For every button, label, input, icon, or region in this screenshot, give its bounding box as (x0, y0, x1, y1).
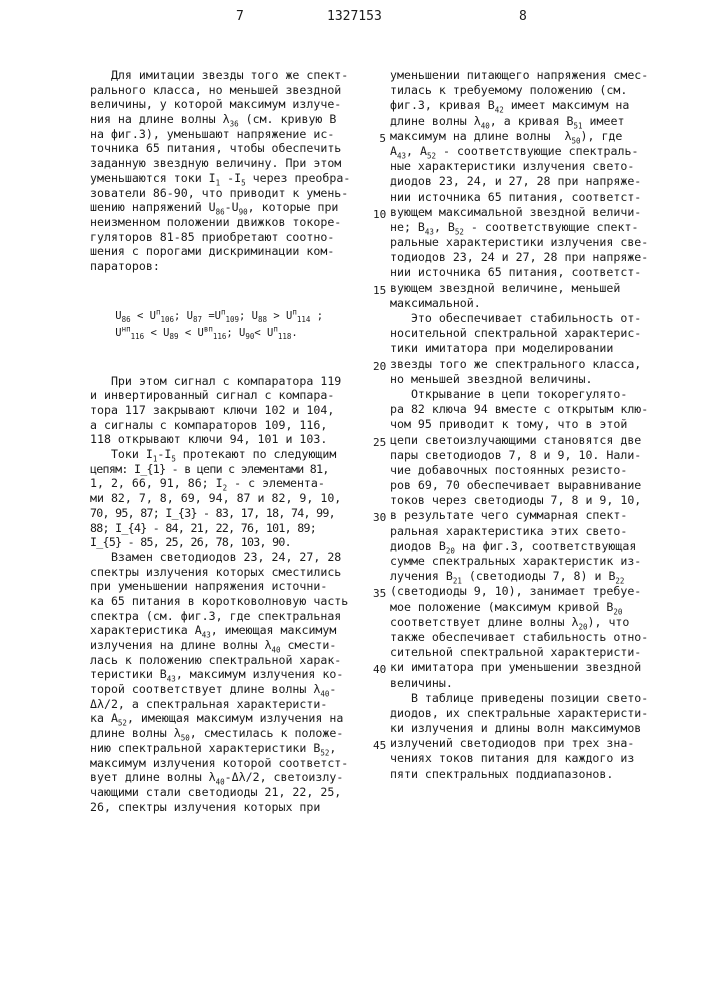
text-line: В таблице приведены позиции свето- (390, 691, 670, 706)
subscript: 43 (202, 631, 211, 640)
line-number: 40 (373, 662, 386, 677)
text-line: ров 69, 70 обеспечивает выравнивание (390, 478, 670, 493)
text-line: чениях токов питания для каждого из (390, 751, 670, 766)
subscript: 52 (455, 227, 464, 236)
text-line: зователи 86-90, что приводит к умень- (90, 186, 368, 201)
text-line: максимум на длине волны λ50), где 5 (390, 129, 670, 144)
text-line: вующем звездной величине, меньшей 15 (390, 281, 670, 296)
superscript: п (292, 307, 297, 316)
text-line: Открывание в цепи токорегулято- (390, 387, 670, 402)
text-line: уменьшаются токи I1 -I5 через преобра- (90, 171, 368, 186)
subscript: 51 (574, 121, 583, 130)
text-line: 1, 2, 66, 91, 86; I2 - с элемента- (90, 476, 368, 491)
text-line: 118 открывают ключи 94, 101 и 103. (90, 432, 368, 447)
subscript: 109 (225, 315, 239, 324)
subscript: 114 (297, 315, 311, 324)
left-text-column (90, 40, 368, 828)
superscript: вп (204, 324, 213, 333)
comparator-formula (90, 308, 368, 342)
text-line: при уменьшении напряжения источни- (90, 579, 368, 594)
text-line: точника 65 питания, чтобы обеспечить (90, 141, 368, 156)
text-line: торой соответствует длине волны λ40- (90, 682, 368, 697)
text-line: фиг.3, кривая B42 имеет максимум на (390, 98, 670, 113)
text-line: ра 82 ключа 94 вместе с открытым клю- (390, 402, 670, 417)
superscript: нп (122, 324, 131, 333)
subscript: 87 (193, 315, 202, 324)
text-line: в результате чего суммарная спект- 30 (390, 508, 670, 523)
text-line: гуляторов 81-85 приобретают соотно- (90, 230, 368, 245)
subscript: 20 (446, 546, 455, 555)
subscript: 5 (241, 178, 246, 187)
text-line: пары светодиодов 7, 8 и 9, 10. Нали- (390, 448, 670, 463)
text-line: цепи светоизлучающими становятся две 25 (390, 433, 670, 448)
text-line: излучения на длине волны λ40 смести- (90, 638, 368, 653)
text-line: При этом сигнал с компаратора 119 (90, 374, 368, 389)
text-line: не; B43, B52 - соответствующие спект- (390, 220, 670, 235)
subscript: 116 (131, 332, 145, 341)
text-line: величины, у которой максимум излуче- (90, 97, 368, 112)
text-line: вует длине волны λ40-Δλ/2, светоизлу- (90, 770, 368, 785)
text-line: длине волны λ50, сместилась к положе- (90, 726, 368, 741)
text-line: пяти спектральных поддиапазонов. (390, 767, 670, 782)
text-line: параторов: (90, 259, 368, 274)
text-line: длине волны λ40, а кривая B51 имеет (390, 114, 670, 129)
line-number: 15 (373, 283, 386, 298)
subscript: 118 (278, 332, 292, 341)
text-line: величины. (390, 676, 670, 691)
text-line: излучений светодиодов при трех зна- 45 (390, 736, 670, 751)
text-line: тодиодов 23, 24 и 27, 28 при напряже- (390, 250, 670, 265)
text-line: ные характеристики излучения свето- (390, 159, 670, 174)
text-line: цепям: I_{1} - в цепи с элементами 81, (90, 462, 368, 477)
text-line: Для имитации звезды того же спект- (90, 68, 368, 83)
subscript: 116 (213, 332, 227, 341)
text-line: 88; I_{4} - 84, 21, 22, 76, 101, 89; (90, 521, 368, 536)
text-line: также обеспечивает стабильность отно- (390, 630, 670, 645)
text-line: диодов 23, 24, и 27, 28 при напряже- (390, 174, 670, 189)
text-line: характеристика A43, имеющая максимум (90, 623, 368, 638)
text-line: неизменном положении движков токоре- (90, 215, 368, 230)
left-paragraphs-top (90, 68, 368, 274)
text-line: вующем максимальной звездной величи- 10 (390, 205, 670, 220)
text-line: но меньшей звездной величины. (390, 372, 670, 387)
text-line: диодов, их спектральные характеристи- (390, 706, 670, 721)
text-line: чие добавочных постоянных резисто- (390, 463, 670, 478)
line-number: 45 (373, 738, 386, 753)
text-line: Uнп116 < U89 < Uвп116; U90< Uп118. (90, 325, 368, 342)
text-line: шению напряжений U86-U90, которые при (90, 200, 368, 215)
text-line: ки имитатора при уменьшении звездной 40 (390, 660, 670, 675)
superscript: п (273, 324, 278, 333)
text-line: шения с порогами дискриминации ком- (90, 244, 368, 259)
subscript: 20 (613, 607, 622, 616)
text-line: максимальной. (390, 296, 670, 311)
subscript: 52 (118, 719, 127, 728)
line-number: 10 (373, 207, 386, 222)
text-line: нии источника 65 питания, соответст- (390, 265, 670, 280)
subscript: 5 (171, 454, 176, 463)
text-line: нии источника 65 питания, соответст- (390, 190, 670, 205)
line-number: 20 (373, 359, 386, 374)
subscript: 36 (230, 119, 239, 128)
right-text-column (390, 40, 670, 796)
line-number: 5 (373, 131, 386, 146)
superscript: п (221, 307, 226, 316)
subscript: 40 (271, 645, 280, 654)
text-line: токов через светодиоды 7, 8 и 9, 10, (390, 493, 670, 508)
text-line: тилась к требуемому положению (см. (390, 83, 670, 98)
text-line: сумме спектральных характеристик из- (390, 554, 670, 569)
text-line: ми 82, 7, 8, 69, 94, 87 и 82, 9, 10, (90, 491, 368, 506)
text-line: спектры излучения которых сместились (90, 565, 368, 580)
text-line: тора 117 закрывают ключи 102 и 104, (90, 403, 368, 418)
subscript: 43 (167, 675, 176, 684)
text-line: ки излучения и длины волн максимумов (390, 721, 670, 736)
text-line: тики имитатора при моделировании (390, 341, 670, 356)
superscript: п (156, 307, 161, 316)
text-line: диодов B20 на фиг.3, соответствующая (390, 539, 670, 554)
text-line: ральная характеристика этих свето- (390, 524, 670, 539)
text-line: Это обеспечивает стабильность от- (390, 311, 670, 326)
subscript: 20 (578, 622, 587, 631)
right-paragraphs (390, 68, 670, 782)
subscript: 88 (258, 315, 267, 324)
subscript: 89 (169, 332, 178, 341)
left-paragraphs-bottom (90, 374, 368, 815)
subscript: 1 (153, 454, 158, 463)
text-line: I_{5} - 85, 25, 26, 78, 103, 90. (90, 535, 368, 550)
page-number-right: 8 (519, 9, 527, 24)
text-line: U86 < Uп106; U87 =Uп109; U88 > Uп114 ; (90, 308, 368, 325)
subscript: 86 (216, 208, 225, 217)
text-line: ния на длине волны λ36 (см. кривую В (90, 112, 368, 127)
text-line: лучения B21 (светодиоды 7, 8) и B22 (390, 569, 670, 584)
patent-number: 1327153 (327, 9, 382, 24)
subscript: 90 (239, 208, 248, 217)
subscript: 40 (481, 121, 490, 130)
text-line: (светодиоды 9, 10), занимает требуе- 35 (390, 584, 670, 599)
text-line: уменьшении питающего напряжения смес- (390, 68, 670, 83)
text-line: Δλ/2, а спектральная характеристи- (90, 697, 368, 712)
text-line: максимум излучения которой соответст- (90, 756, 368, 771)
subscript: 40 (216, 778, 225, 787)
line-number: 25 (373, 435, 386, 450)
text-line: 26, спектры излучения которых при (90, 800, 368, 815)
subscript: 43 (397, 151, 406, 160)
subscript: 86 (122, 315, 131, 324)
text-line: Взамен светодиодов 23, 24, 27, 28 (90, 550, 368, 565)
text-line: соответствует длине волны λ20), что (390, 615, 670, 630)
subscript: 52 (320, 748, 329, 757)
text-line: Токи I1-I5 протекают по следующим (90, 447, 368, 462)
text-line: нию спектральной характеристики B52, (90, 741, 368, 756)
text-line: чом 95 приводит к тому, что в этой (390, 417, 670, 432)
subscript: 40 (320, 689, 329, 698)
subscript: 52 (427, 151, 436, 160)
subscript: 42 (495, 106, 504, 115)
subscript: 22 (615, 577, 624, 586)
text-line: ральные характеристики излучения све- (390, 235, 670, 250)
text-line: спектра (см. фиг.3, где спектральная (90, 609, 368, 624)
subscript: 21 (453, 577, 462, 586)
text-line: лась к положению спектральной харак- (90, 653, 368, 668)
text-line: а сигналы с компараторов 109, 116, (90, 418, 368, 433)
text-line: на фиг.3), уменьшают напряжение ис- (90, 127, 368, 142)
line-number: 35 (373, 586, 386, 601)
text-line: A43, A52 - соответствующие спектраль- (390, 144, 670, 159)
text-line: 70, 95, 87; I_{3} - 83, 17, 18, 74, 99, (90, 506, 368, 521)
text-line: сительной спектральной характеристи- (390, 645, 670, 660)
text-line: ка A52, имеющая максимум излучения на (90, 711, 368, 726)
page-number-left: 7 (236, 9, 244, 24)
subscript: 106 (160, 315, 174, 324)
subscript: 43 (425, 227, 434, 236)
text-line: и инвертированный сигнал с компара- (90, 388, 368, 403)
subscript: 50 (571, 136, 580, 145)
subscript: 90 (245, 332, 254, 341)
text-line: чающими стали светодиоды 21, 22, 25, (90, 785, 368, 800)
text-line: носительной спектральной характерис- (390, 326, 670, 341)
text-line: рального класса, но меньшей звездной (90, 83, 368, 98)
subscript: 50 (181, 733, 190, 742)
text-line: мое положение (максимум кривой B20 (390, 600, 670, 615)
subscript: 2 (223, 484, 228, 493)
line-number: 30 (373, 510, 386, 525)
text-line: ка 65 питания в коротковолновую часть (90, 594, 368, 609)
text-line: заданную звездную величину. При этом (90, 156, 368, 171)
text-line: звезды того же спектрального класса, 20 (390, 357, 670, 372)
text-line: теристики B43, максимум излучения ко- (90, 667, 368, 682)
subscript: 1 (216, 178, 221, 187)
